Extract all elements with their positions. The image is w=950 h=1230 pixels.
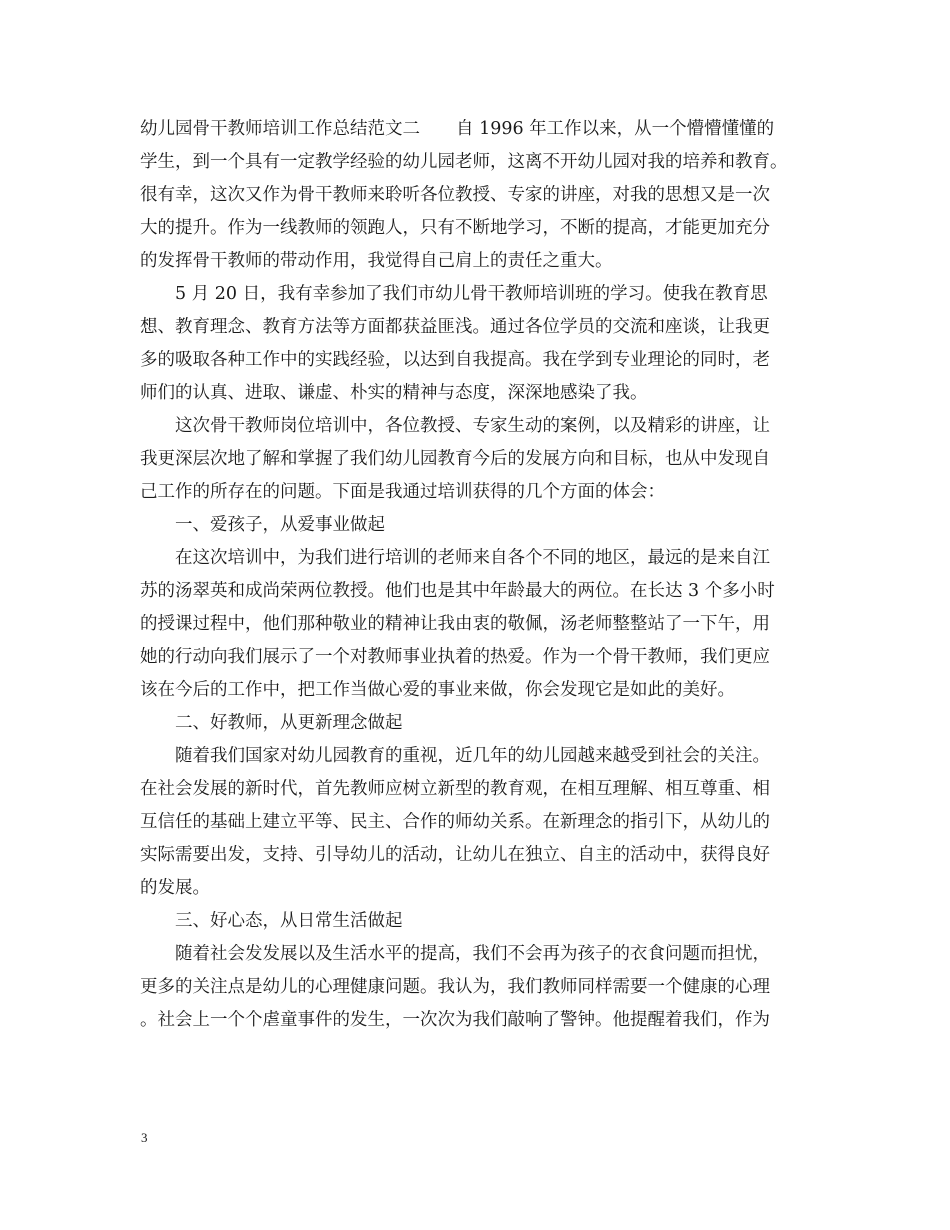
text-line: 的发挥骨干教师的带动作用，我觉得自己肩上的责任之重大。: [140, 251, 613, 271]
text-line: 师们的认真、进取、谦虚、朴实的精神与态度，深深地感染了我。: [140, 383, 648, 403]
text-line: 她的行动向我们展示了一个对教师事业执着的热爱。作为一个骨干教师，我们更应: [140, 647, 770, 667]
text-line: 该在今后的工作中，把工作当做心爱的事业来做，你会发现它是如此的美好。: [140, 680, 735, 700]
section-heading: 一、爱孩子，从爱事业做起: [175, 515, 385, 535]
text-line: 想、教育理念、教育方法等方面都获益匪浅。通过各位学员的交流和座谈，让我更: [140, 317, 770, 337]
text-line: 学生，到一个具有一定教学经验的幼儿园老师，这离不开幼儿园对我的培养和教育。: [140, 152, 788, 172]
text-line: 大的提升。作为一线教师的领跑人，只有不断地学习，不断的提高，才能更加充分: [140, 218, 770, 238]
paragraph-start-line: 5 月 20 日，我有幸参加了我们市幼儿骨干教师培训班的学习。使我在教育思: [175, 284, 768, 304]
document-title: 幼儿园骨干教师培训工作总结范文二: [140, 119, 420, 139]
text-line: 苏的汤翠英和成尚荣两位教授。他们也是其中年龄最大的两位。在长达 3 个多小时: [140, 581, 775, 601]
text-line: 自 1996 年工作以来，从一个懵懵懂懂的: [456, 119, 775, 139]
text-line: 实际需要出发，支持、引导幼儿的活动，让幼儿在独立、自主的活动中，获得良好: [140, 845, 770, 865]
paragraph-start-line: 这次骨干教师岗位培训中，各位教授、专家生动的案例，以及精彩的讲座，让: [175, 416, 770, 436]
text-line: 互信任的基础上建立平等、民主、合作的师幼关系。在新理念的指引下，从幼儿的: [140, 812, 770, 832]
text-line: 己工作的所存在的问题。下面是我通过培训获得的几个方面的体会：: [140, 482, 665, 502]
document-body: [140, 113, 812, 1037]
paragraph-start-line: 在这次培训中，为我们进行培训的老师来自各个不同的地区，最远的是来自江: [175, 548, 770, 568]
first-line: [140, 113, 812, 146]
text-line: 。社会上一个个虐童事件的发生，一次次为我们敲响了警钟。他提醒着我们，作为: [140, 1010, 770, 1030]
text-line: 很有幸，这次又作为骨干教师来聆听各位教授、专家的讲座，对我的思想又是一次: [140, 185, 770, 205]
paragraph-start-line: 随着我们国家对幼儿园教育的重视，近几年的幼儿园越来越受到社会的关注。: [175, 746, 770, 766]
text-line: 的发展。: [140, 878, 210, 898]
paragraph-start-line: 随着社会发发展以及生活水平的提高，我们不会再为孩子的衣食问题而担忧，: [175, 944, 770, 964]
text-line: 的授课过程中，他们那种敬业的精神让我由衷的敬佩，汤老师整整站了一下午，用: [140, 614, 770, 634]
text-line: 在社会发展的新时代，首先教师应树立新型的教育观，在相互理解、相互尊重、相: [140, 779, 770, 799]
section-heading: 三、好心态，从日常生活做起: [175, 911, 403, 931]
section-heading: 二、好教师，从更新理念做起: [175, 713, 403, 733]
text-line: 更多的关注点是幼儿的心理健康问题。我认为，我们教师同样需要一个健康的心理: [140, 977, 770, 997]
page-number: 3: [141, 1130, 148, 1145]
text-line: 多的吸取各种工作中的实践经验，以达到自我提高。我在学到专业理论的同时，老: [140, 350, 770, 370]
text-line: 我更深层次地了解和掌握了我们幼儿园教育今后的发展方向和目标，也从中发现自: [140, 449, 770, 469]
